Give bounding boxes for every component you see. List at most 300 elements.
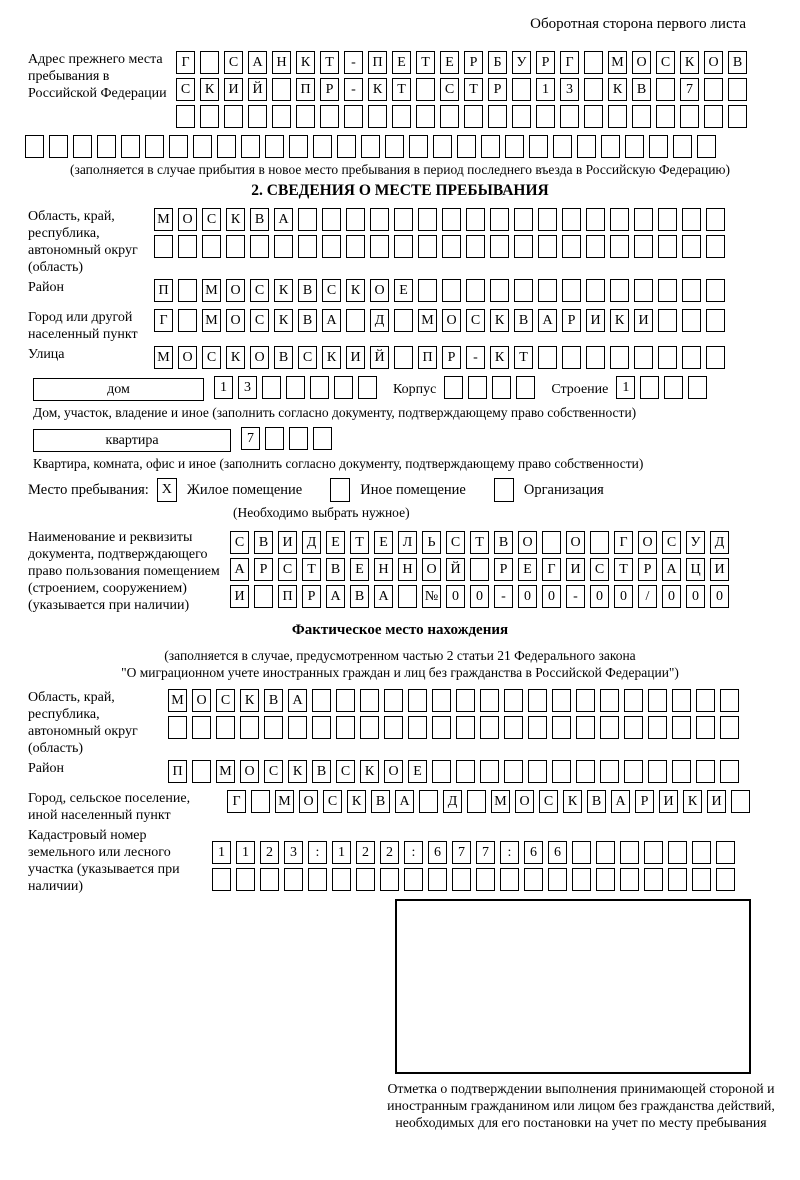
form-cell[interactable]: М [202,279,221,302]
form-cell[interactable] [488,105,507,128]
checkbox-other-premises[interactable] [330,478,350,502]
form-cell[interactable]: О [178,208,197,231]
form-cell[interactable]: О [704,51,723,74]
form-cell[interactable]: Р [635,790,654,813]
form-cell[interactable]: С [466,309,485,332]
form-cell[interactable] [692,841,711,864]
form-cell[interactable]: Н [272,51,291,74]
form-cell[interactable]: 1 [214,376,233,399]
form-cell[interactable] [577,135,596,158]
form-cell[interactable] [313,427,332,450]
form-cell[interactable] [528,760,547,783]
form-cell[interactable]: В [371,790,390,813]
form-cell[interactable]: К [322,346,341,369]
form-cell[interactable] [672,760,691,783]
form-cell[interactable] [500,868,519,891]
form-cell[interactable] [682,346,701,369]
form-cell[interactable] [346,309,365,332]
form-cell[interactable]: № [422,585,441,608]
form-cell[interactable]: Р [536,51,555,74]
form-cell[interactable]: Д [370,309,389,332]
form-cell[interactable]: Ц [686,558,705,581]
form-cell[interactable] [97,135,116,158]
form-cell[interactable]: А [274,208,293,231]
form-cell[interactable] [542,531,561,554]
form-cell[interactable] [514,208,533,231]
form-cell[interactable] [658,235,677,258]
form-cell[interactable] [380,868,399,891]
form-cell[interactable] [524,868,543,891]
form-cell[interactable] [168,716,187,739]
form-cell[interactable] [648,716,667,739]
form-cell[interactable]: К [200,78,219,101]
form-cell[interactable] [682,279,701,302]
form-cell[interactable] [504,760,523,783]
form-cell[interactable] [692,868,711,891]
form-cell[interactable] [625,135,644,158]
form-cell[interactable] [720,716,739,739]
form-cell[interactable] [262,376,281,399]
form-cell[interactable]: К [608,78,627,101]
form-cell[interactable] [25,135,44,158]
form-cell[interactable]: О [192,689,211,712]
form-cell[interactable] [529,135,548,158]
form-cell[interactable] [673,135,692,158]
form-cell[interactable] [313,135,332,158]
form-cell[interactable]: О [226,309,245,332]
form-cell[interactable] [490,279,509,302]
apartment-type-box[interactable]: квартира [33,429,231,452]
form-cell[interactable]: 1 [332,841,351,864]
form-cell[interactable]: 6 [548,841,567,864]
checkbox-organization[interactable] [494,478,514,502]
form-cell[interactable] [490,235,509,258]
form-cell[interactable] [456,760,475,783]
form-cell[interactable] [361,135,380,158]
form-cell[interactable] [648,689,667,712]
form-cell[interactable]: В [514,309,533,332]
form-cell[interactable]: - [344,78,363,101]
form-cell[interactable] [586,279,605,302]
form-cell[interactable]: С [176,78,195,101]
form-cell[interactable] [394,235,413,258]
form-cell[interactable]: В [254,531,273,554]
form-cell[interactable] [468,376,487,399]
form-cell[interactable] [624,689,643,712]
form-cell[interactable]: Е [394,279,413,302]
form-cell[interactable]: У [686,531,705,554]
form-cell[interactable] [644,868,663,891]
form-cell[interactable]: В [728,51,747,74]
form-cell[interactable]: П [368,51,387,74]
form-cell[interactable] [226,235,245,258]
form-cell[interactable] [409,135,428,158]
form-cell[interactable] [178,279,197,302]
form-cell[interactable] [320,105,339,128]
form-cell[interactable]: М [418,309,437,332]
form-cell[interactable] [706,208,725,231]
form-cell[interactable]: Г [560,51,579,74]
form-cell[interactable]: М [275,790,294,813]
form-cell[interactable] [418,279,437,302]
form-cell[interactable]: М [491,790,510,813]
form-cell[interactable] [528,689,547,712]
form-cell[interactable]: О [370,279,389,302]
form-cell[interactable]: И [659,790,678,813]
form-cell[interactable]: 1 [616,376,635,399]
form-cell[interactable] [264,716,283,739]
form-cell[interactable] [216,716,235,739]
form-cell[interactable]: М [154,346,173,369]
form-cell[interactable] [193,135,212,158]
form-cell[interactable]: А [395,790,414,813]
form-cell[interactable] [610,208,629,231]
form-cell[interactable] [514,279,533,302]
form-cell[interactable] [720,689,739,712]
form-cell[interactable] [432,760,451,783]
form-cell[interactable]: Т [464,78,483,101]
form-cell[interactable]: Д [710,531,729,554]
form-cell[interactable]: 7 [241,427,260,450]
form-cell[interactable]: Т [416,51,435,74]
form-cell[interactable] [308,868,327,891]
form-cell[interactable] [552,689,571,712]
form-cell[interactable]: Е [440,51,459,74]
form-cell[interactable] [73,135,92,158]
form-cell[interactable]: А [374,585,393,608]
form-cell[interactable]: А [326,585,345,608]
form-cell[interactable]: И [707,790,726,813]
form-cell[interactable] [284,868,303,891]
form-cell[interactable]: К [274,309,293,332]
form-cell[interactable]: О [638,531,657,554]
form-cell[interactable]: 1 [212,841,231,864]
form-cell[interactable]: М [168,689,187,712]
form-cell[interactable]: О [515,790,534,813]
form-cell[interactable] [696,689,715,712]
form-cell[interactable]: Т [350,531,369,554]
form-cell[interactable]: А [611,790,630,813]
form-cell[interactable] [334,376,353,399]
form-cell[interactable]: О [442,309,461,332]
form-cell[interactable] [356,868,375,891]
form-cell[interactable]: С [440,78,459,101]
form-cell[interactable] [586,235,605,258]
form-cell[interactable] [696,760,715,783]
form-cell[interactable] [476,868,495,891]
form-cell[interactable]: 3 [284,841,303,864]
form-cell[interactable] [240,716,259,739]
form-cell[interactable] [538,346,557,369]
form-cell[interactable] [346,208,365,231]
form-cell[interactable] [548,868,567,891]
form-cell[interactable]: : [404,841,423,864]
form-cell[interactable]: К [347,790,366,813]
form-cell[interactable]: - [466,346,485,369]
form-cell[interactable]: Е [408,760,427,783]
form-cell[interactable] [648,760,667,783]
form-cell[interactable]: В [494,531,513,554]
form-cell[interactable] [322,235,341,258]
form-cell[interactable] [624,716,643,739]
form-cell[interactable] [552,716,571,739]
form-cell[interactable] [610,346,629,369]
form-cell[interactable]: К [296,51,315,74]
form-cell[interactable] [49,135,68,158]
form-cell[interactable] [682,309,701,332]
form-cell[interactable] [248,105,267,128]
form-cell[interactable] [490,208,509,231]
form-cell[interactable]: Н [398,558,417,581]
form-cell[interactable]: П [168,760,187,783]
form-cell[interactable] [536,105,555,128]
form-cell[interactable]: О [226,279,245,302]
form-cell[interactable]: А [288,689,307,712]
form-cell[interactable]: С [323,790,342,813]
form-cell[interactable] [444,376,463,399]
form-cell[interactable] [419,790,438,813]
form-cell[interactable]: Е [326,531,345,554]
form-cell[interactable]: 7 [476,841,495,864]
form-cell[interactable] [576,689,595,712]
form-cell[interactable]: Р [464,51,483,74]
form-cell[interactable] [370,235,389,258]
form-cell[interactable] [416,78,435,101]
form-cell[interactable]: В [264,689,283,712]
form-cell[interactable]: Й [248,78,267,101]
form-cell[interactable] [656,78,675,101]
form-cell[interactable]: В [298,279,317,302]
form-cell[interactable]: С [662,531,681,554]
form-cell[interactable] [572,868,591,891]
form-cell[interactable] [572,841,591,864]
form-cell[interactable]: 0 [614,585,633,608]
form-cell[interactable] [418,208,437,231]
form-cell[interactable] [649,135,668,158]
form-cell[interactable] [596,868,615,891]
form-cell[interactable]: Д [443,790,462,813]
form-cell[interactable] [384,716,403,739]
form-cell[interactable]: Т [614,558,633,581]
form-cell[interactable] [265,427,284,450]
form-cell[interactable]: П [154,279,173,302]
form-cell[interactable]: В [250,208,269,231]
form-cell[interactable]: : [308,841,327,864]
form-cell[interactable]: Г [227,790,246,813]
form-cell[interactable] [658,279,677,302]
form-cell[interactable]: 7 [452,841,471,864]
form-cell[interactable] [466,279,485,302]
form-cell[interactable]: И [586,309,605,332]
form-cell[interactable] [466,235,485,258]
form-cell[interactable]: 3 [560,78,579,101]
form-cell[interactable] [706,346,725,369]
form-cell[interactable]: 0 [662,585,681,608]
form-cell[interactable] [656,105,675,128]
form-cell[interactable] [385,135,404,158]
form-cell[interactable]: 3 [238,376,257,399]
form-cell[interactable] [552,760,571,783]
form-cell[interactable] [192,760,211,783]
house-type-box[interactable]: дом [33,378,204,401]
form-cell[interactable] [560,105,579,128]
form-cell[interactable] [440,105,459,128]
form-cell[interactable]: Й [446,558,465,581]
form-cell[interactable]: Д [302,531,321,554]
form-cell[interactable] [481,135,500,158]
form-cell[interactable] [731,790,750,813]
form-cell[interactable]: О [178,346,197,369]
form-cell[interactable] [682,235,701,258]
form-cell[interactable] [658,309,677,332]
form-cell[interactable] [344,105,363,128]
form-cell[interactable]: Т [392,78,411,101]
form-cell[interactable] [634,208,653,231]
form-cell[interactable] [680,105,699,128]
form-cell[interactable]: Г [614,531,633,554]
form-cell[interactable]: С [250,279,269,302]
form-cell[interactable]: К [563,790,582,813]
form-cell[interactable]: С [224,51,243,74]
form-cell[interactable] [272,105,291,128]
form-cell[interactable]: К [360,760,379,783]
form-cell[interactable]: 0 [710,585,729,608]
form-cell[interactable] [601,135,620,158]
form-cell[interactable] [466,208,485,231]
form-cell[interactable] [442,279,461,302]
form-cell[interactable] [512,78,531,101]
form-cell[interactable] [392,105,411,128]
form-cell[interactable]: У [512,51,531,74]
form-cell[interactable] [706,279,725,302]
form-cell[interactable] [584,51,603,74]
form-cell[interactable] [332,868,351,891]
form-cell[interactable]: 7 [680,78,699,101]
form-cell[interactable]: О [422,558,441,581]
form-cell[interactable]: В [350,585,369,608]
form-cell[interactable] [176,105,195,128]
form-cell[interactable]: Ь [422,531,441,554]
form-cell[interactable] [562,346,581,369]
form-cell[interactable] [408,716,427,739]
form-cell[interactable] [624,760,643,783]
form-cell[interactable]: А [230,558,249,581]
form-cell[interactable] [600,760,619,783]
form-cell[interactable] [706,309,725,332]
form-cell[interactable] [260,868,279,891]
form-cell[interactable]: П [418,346,437,369]
form-cell[interactable]: Т [470,531,489,554]
form-cell[interactable]: Р [562,309,581,332]
form-cell[interactable]: / [638,585,657,608]
form-cell[interactable]: С [298,346,317,369]
form-cell[interactable]: К [346,279,365,302]
form-cell[interactable] [452,868,471,891]
form-cell[interactable] [586,346,605,369]
form-cell[interactable] [236,868,255,891]
form-cell[interactable] [404,868,423,891]
form-cell[interactable]: Р [488,78,507,101]
form-cell[interactable]: 0 [518,585,537,608]
form-cell[interactable] [145,135,164,158]
form-cell[interactable]: В [587,790,606,813]
form-cell[interactable] [668,841,687,864]
form-cell[interactable] [408,689,427,712]
form-cell[interactable] [394,346,413,369]
form-cell[interactable] [370,208,389,231]
form-cell[interactable] [265,135,284,158]
form-cell[interactable] [620,868,639,891]
form-cell[interactable]: К [274,279,293,302]
form-cell[interactable]: : [500,841,519,864]
form-cell[interactable] [360,716,379,739]
form-cell[interactable] [250,235,269,258]
form-cell[interactable]: В [274,346,293,369]
form-cell[interactable] [584,105,603,128]
form-cell[interactable] [706,235,725,258]
form-cell[interactable]: Е [350,558,369,581]
form-cell[interactable]: К [683,790,702,813]
form-cell[interactable]: С [446,531,465,554]
form-cell[interactable] [178,235,197,258]
form-cell[interactable]: А [538,309,557,332]
form-cell[interactable]: Г [154,309,173,332]
form-cell[interactable]: А [662,558,681,581]
form-cell[interactable] [716,868,735,891]
form-cell[interactable]: - [494,585,513,608]
form-cell[interactable] [716,841,735,864]
form-cell[interactable] [538,235,557,258]
form-cell[interactable] [433,135,452,158]
form-cell[interactable]: С [278,558,297,581]
form-cell[interactable] [432,689,451,712]
form-cell[interactable] [634,346,653,369]
form-cell[interactable] [664,376,683,399]
form-cell[interactable]: И [346,346,365,369]
form-cell[interactable]: М [608,51,627,74]
form-cell[interactable]: А [248,51,267,74]
form-cell[interactable] [286,376,305,399]
form-cell[interactable]: Р [254,558,273,581]
form-cell[interactable]: К [680,51,699,74]
form-cell[interactable]: С [264,760,283,783]
form-cell[interactable]: Е [518,558,537,581]
form-cell[interactable] [298,235,317,258]
form-cell[interactable]: Л [398,531,417,554]
form-cell[interactable]: А [322,309,341,332]
form-cell[interactable]: О [518,531,537,554]
form-cell[interactable]: 0 [542,585,561,608]
form-cell[interactable]: П [278,585,297,608]
form-cell[interactable] [640,376,659,399]
form-cell[interactable] [358,376,377,399]
form-cell[interactable]: С [230,531,249,554]
form-cell[interactable] [241,135,260,158]
form-cell[interactable] [394,309,413,332]
form-cell[interactable] [428,868,447,891]
form-cell[interactable] [668,868,687,891]
form-cell[interactable] [200,105,219,128]
form-cell[interactable]: Г [176,51,195,74]
form-cell[interactable] [576,760,595,783]
form-cell[interactable] [442,208,461,231]
form-cell[interactable]: И [634,309,653,332]
form-cell[interactable]: М [154,208,173,231]
form-cell[interactable] [480,689,499,712]
form-cell[interactable] [514,235,533,258]
form-cell[interactable] [728,105,747,128]
form-cell[interactable] [634,279,653,302]
